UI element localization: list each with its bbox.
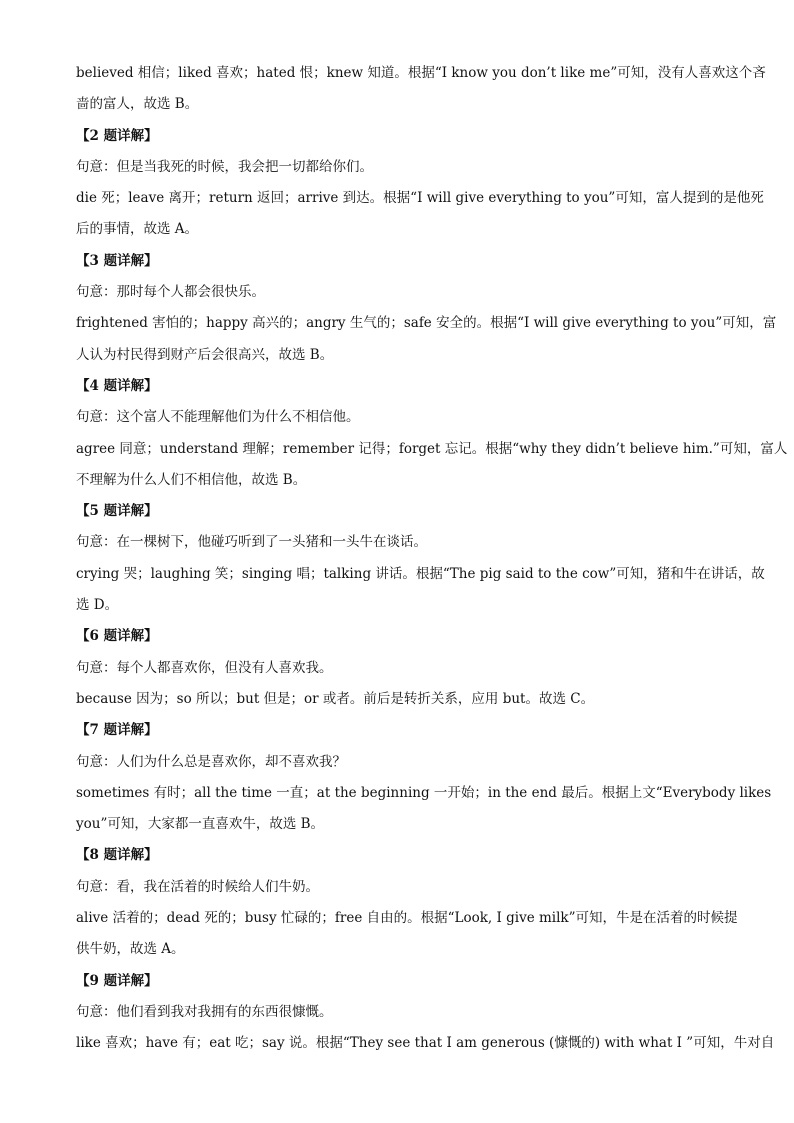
text-line: frightened 害怕的；happy 高兴的；angry 生气的；safe 安全的。根据“I will give everything to you”可知，富 (76, 315, 777, 332)
text-line: die 死；leave 离开；return 返回；arrive 到达。根据“I will give everything to you”可知，富人提到的是他死 (76, 190, 764, 207)
text-line: 句意：那时每个人都会很快乐。 (76, 284, 265, 301)
text-line: 句意：每个人都喜欢你，但没有人喜欢我。 (76, 659, 333, 676)
text-line: 啬的富人，故选 B。 (76, 96, 199, 113)
section-heading: 【7 题详解】 (76, 722, 158, 739)
text-line: 不理解为什么人们不相信他，故选 B。 (76, 471, 307, 488)
section-heading: 【4 题详解】 (76, 377, 158, 394)
section-heading: 【6 题详解】 (76, 628, 158, 645)
text-line: sometimes 有时；all the time 一直；at the beginning 一开始；in the end 最后。根据上文“Everybody likes (76, 784, 772, 801)
text-line: 后的事情，故选 A。 (76, 221, 199, 238)
text-line: 句意：他们看到我对我拥有的东西很慷慨。 (76, 1003, 333, 1020)
section-heading: 【2 题详解】 (76, 127, 158, 144)
section-heading: 【8 题详解】 (76, 847, 158, 864)
text-line: 句意：看，我在活着的时候给人们牛奶。 (76, 878, 319, 895)
section-heading: 【9 题详解】 (76, 972, 158, 989)
text-line: 句意：这个富人不能理解他们为什么不相信他。 (76, 409, 360, 426)
section-heading: 【3 题详解】 (76, 252, 158, 269)
text-line: 句意：人们为什么总是喜欢你，却不喜欢我？ (76, 753, 346, 770)
text-line: you”可知，大家都一直喜欢牛，故选 B。 (76, 816, 325, 833)
text-line: agree 同意；understand 理解；remember 记得；forget 忘记。根据“why they didn’t believe him.”可知，富人 (76, 440, 788, 457)
text-line: alive 活着的；dead 死的；busy 忙碌的；free 自由的。根据“Look, I give milk”可知，牛是在活着的时候提 (76, 910, 738, 927)
text-line: 人认为村民得到财产后会很高兴，故选 B。 (76, 346, 334, 363)
text-line: 供牛奶，故选 A。 (76, 941, 185, 958)
section-heading: 【5 题详解】 (76, 503, 158, 520)
text-line: crying 哭；laughing 笑；singing 唱；talking 讲话。根据“The pig said to the cow”可知，猪和牛在讲话，故 (76, 565, 765, 582)
text-line: like 喜欢；have 有；eat 吃；say 说。根据“They see that I am generous (慷慨的) with what I ”可知，牛对自 (76, 1035, 775, 1052)
text-line: 句意：但是当我死的时候，我会把一切都给你们。 (76, 158, 373, 175)
text-line: because 因为；so 所以；but 但是；or 或者。前后是转折关系，应用 but。故选 C。 (76, 690, 595, 707)
text-line: 句意：在一棵树下，他碰巧听到了一头猪和一头牛在谈话。 (76, 534, 427, 551)
text-line: believed 相信；liked 喜欢；hated 恨；knew 知道。根据“I know you don’t like me”可知，没有人喜欢这个吝 (76, 65, 766, 81)
text-line: 选 D。 (76, 597, 119, 614)
